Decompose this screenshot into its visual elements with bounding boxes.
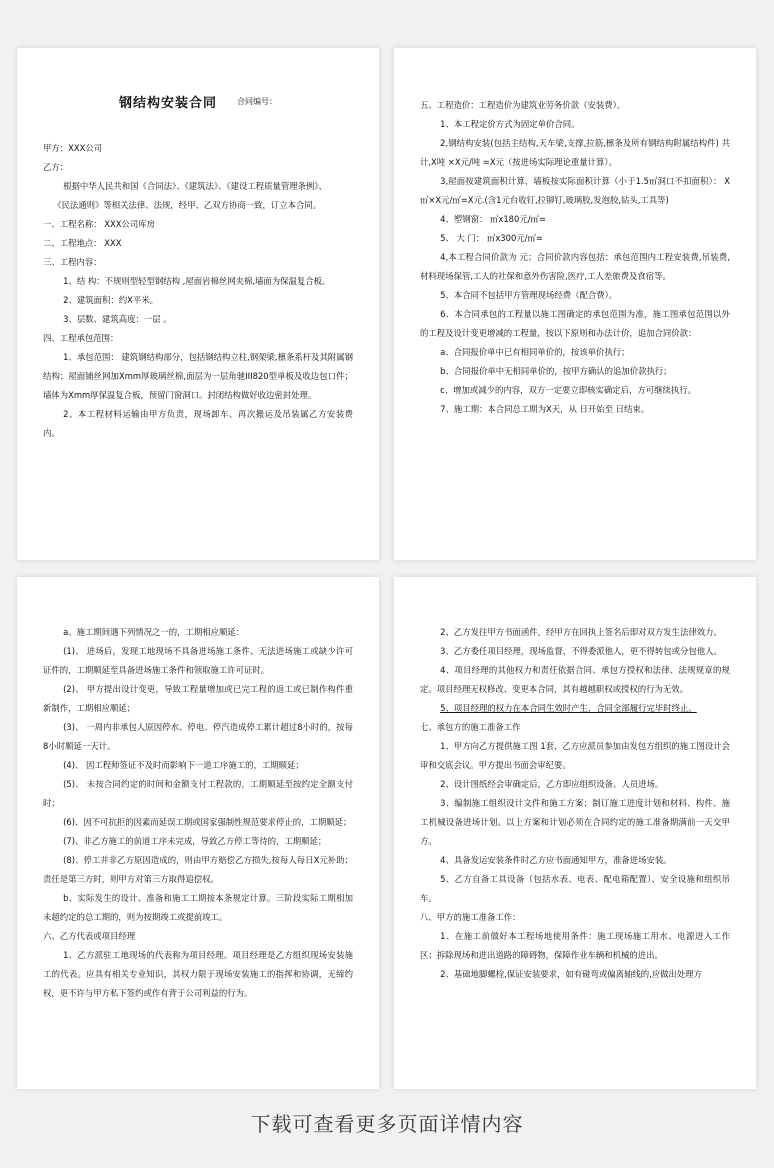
page-1-body — [43, 139, 353, 443]
paragraph: a、合同报价单中已有相同单价的，按该单价执行； — [440, 347, 630, 357]
paragraph: 1、承包范围： 建筑钢结构部分，包括钢结构立柱,钢架梁,檩条系杆及其附属钢结构；屋面铺丝网加Xmm厚玻璃丝棉,面层为一层角驰III820型单板及收边包口件；墙体为Xmm厚保温复合板，预留门窗洞口。封闭结构做好收边密封处理。 — [43, 352, 353, 400]
paragraph: a、施工期间遇下列情况之一的，工期相应顺延： — [63, 627, 245, 637]
paragraph: 4、塑钢窗： ㎡x180元/㎡= — [440, 214, 546, 224]
paragraph: (2)、 甲方提出设计变更，导致工程量增加或已完工程的返工或已制作构件重新制作，工期相应顺延； — [43, 684, 353, 713]
section-heading: 八、甲方的施工准备工作： — [420, 912, 521, 922]
section-heading: 七、承包方的施工准备工作 — [420, 722, 521, 732]
paragraph: 5、 大 门： ㎡x300元/㎡= — [440, 233, 543, 243]
paragraph: 1、本工程定价方式为固定单价合同。 — [440, 119, 580, 129]
paragraph: (5)、 未按合同约定的时间和金额支付工程款的，工期顺延至按约定全额支付时； — [43, 779, 353, 808]
paragraph: 2、建筑面积：约X平米。 — [63, 295, 158, 305]
paragraph: (3)、 一周内非承包人原因停水、停电、停汽造成停工累计超过8小时的，按每8小时顺延一天计。 — [43, 722, 353, 751]
section-heading: 四、工程承包范围： — [43, 333, 119, 343]
page-4-body — [420, 623, 730, 984]
paragraph: (4)、 因工程师签证不及时而影响下一道工序施工的，工期顺延； — [63, 760, 304, 770]
paragraph: b、合同报价单中无相同单价的，按甲方确认的追加价款执行； — [440, 366, 672, 376]
paragraph-underlined: 5、项目经理的权力在本合同生效时产生，合同全部履行完毕时终止。 — [440, 703, 697, 713]
paragraph: 2、基础地脚螺栓,保证安装要求，如有碰弯或偏离轴线的,应做出处理方 — [440, 969, 703, 979]
party-b: 乙方： — [43, 162, 69, 172]
section-heading: 二、工程地点： XXX — [43, 238, 122, 248]
paragraph: 4、项目经理的其他权力和责任依据合同、承包方授权和法律、法规规章的规定。项目经理无权修改、变更本合同，其有越越职权或授权的行为无效。 — [420, 665, 730, 694]
paragraph: 2,钢结构安装(包括主结构,天车梁,支撑,拉筋,檩条及所有钢结构附属结构件) 共计,X吨 ×X元/吨 =X元（按进场实际理论重量计算）。 — [420, 138, 730, 167]
paragraph: 3、层数、建筑高度：一层 。 — [63, 314, 172, 324]
document-page-1 — [17, 48, 379, 560]
paragraph: 2、乙方发往甲方书面函件，经甲方在回执上签名后即对双方发生法律效力。 — [440, 627, 722, 637]
document-page-2 — [394, 48, 756, 560]
paragraph: (8)、停工并非乙方原因造成的，则由甲方赔偿乙方损失,按每人每日X元补助；责任是第三方时，则甲方对第三方取得追偿权。 — [43, 855, 353, 884]
paragraph: (1)、 进场后，发现工地现场不具备进场施工条件、无法进场施工或缺少许可证件的，工期顺延至具备进场施工条件和领取施工许可证时。 — [43, 646, 353, 675]
paragraph: 4,本工程合同价款为 元；合同价款内容包括：承包范围内工程安装费,吊装费,材料现场保管,工人的社保和意外伤害险,医疗,工人差旅费及食宿等。 — [420, 252, 730, 281]
contract-number-label: 合同编号： — [237, 97, 277, 106]
paragraph: 3、乙方委任项目经理，现场监督，不得委派他人，更不得转包或分包他人。 — [440, 646, 722, 656]
paragraph: b、实际发生的设计、准备和施工工期按本条规定计算。三阶段实际工期相加未超约定的总工期的，则为按期竣工或提前竣工。 — [43, 893, 353, 922]
section-heading: 一、工程名称： XXX公司库房 — [43, 219, 155, 229]
paragraph: 4、具备发运安装条件时乙方应书面通知甲方，准备进场安装。 — [440, 855, 672, 865]
page-2-body — [420, 96, 730, 419]
page-3-body — [43, 623, 353, 1003]
paragraph: 根据中华人民共和国《合同法》、《建筑法》、《建设工程质量管理条例》、 — [63, 181, 327, 191]
download-caption: 下载可查看更多页面详情内容 — [250, 1112, 524, 1136]
document-page-3 — [17, 577, 379, 1089]
paragraph: 3,屋面按建筑面积计算，墙板按实际面积计算（小于1.5㎡洞口不扣面积）： X㎡×X元/㎡=X元.(含1元台收钉,拉铆钉,玻璃胶,发泡胶,钻头,工具等) — [420, 176, 730, 205]
paragraph: 1、在施工前做好本工程场地使用条件：施工现场施工用水、电源进入工作区；拆除现场和进出道路的障碍物，保障作业车辆和机械的进出。 — [420, 931, 730, 960]
paragraph: 1、乙方派驻工地现场的代表称为项目经理。项目经理是乙方组织现场安装施工的代表。应具有相关专业知识，其权力限于现场安装施工的指挥和协调，无缔约权，更不许与甲方私下签约或作有背于公司利益的行为。 — [43, 950, 353, 998]
section-heading: 五、工程造价：工程造价为建筑业劳务价款（安装费）。 — [420, 100, 626, 110]
paragraph: 《民法通则》等相关法律、法规，经甲、乙双方协商一致，订立本合同。 — [53, 200, 322, 210]
document-title: 钢结构安装合同 — [119, 96, 218, 111]
paragraph: 6、本合同承包的工程量以施工图确定的承包范围为准，施工图承包范围以外的工程及设计变更增减的工程量，按以下原则和办法计价，追加合同价款： — [420, 309, 730, 338]
paragraph: 5、本合同不包括甲方管理现场经费（配合费）。 — [440, 290, 618, 300]
party-a: 甲方：XXX公司 — [43, 143, 103, 153]
title-row — [17, 92, 379, 116]
paragraph: 1、结 构：不规则型轻型钢结构 ,屋面岩棉丝网夹棉,墙面为保温复合板。 — [63, 276, 331, 286]
paragraph: 1、甲方向乙方提供施工图 1套，乙方应派员参加由发包方组织的施工图设计会审和交底会议。甲方提出书面会审纪要。 — [420, 741, 730, 770]
paragraph: 5、乙方自备工具设备（包括水表、电表、配电箱配置）、安全设施和组织吊车。 — [420, 874, 730, 903]
paragraph: (6)、因不可抗拒的因素而延误工期或国家强制性规范要求停止的，工期顺延； — [63, 817, 352, 827]
paragraph: 2、本工程材料运输由甲方负责，现场卸车、再次搬运及吊装属乙方安装费内。 — [43, 409, 353, 438]
paragraph: 7、施工期：本合同总工期为X天，从 日开始至 日结束。 — [440, 404, 650, 414]
paragraph: 3、编制施工组织设计文件和施工方案；制订施工进度计划和材料、构件、施工机械设备进场计划。以上方案和计划必须在合同约定的施工准备期满前一天交甲方。 — [420, 798, 730, 846]
section-heading: 三、工程内容： — [43, 257, 102, 267]
paragraph: (7)、非乙方施工的前道工序未完成，导致乙方停工等待的，工期顺延； — [63, 836, 327, 846]
paragraph: c、增加或减少的内容，双方一定要立即核实确定后，方可继续执行。 — [440, 385, 697, 395]
document-page-4 — [394, 577, 756, 1089]
paragraph: 2、设计图纸经会审确定后，乙方即应组织设备、人员进场。 — [440, 779, 664, 789]
section-heading: 六、乙方代表或项目经理 — [43, 931, 136, 941]
